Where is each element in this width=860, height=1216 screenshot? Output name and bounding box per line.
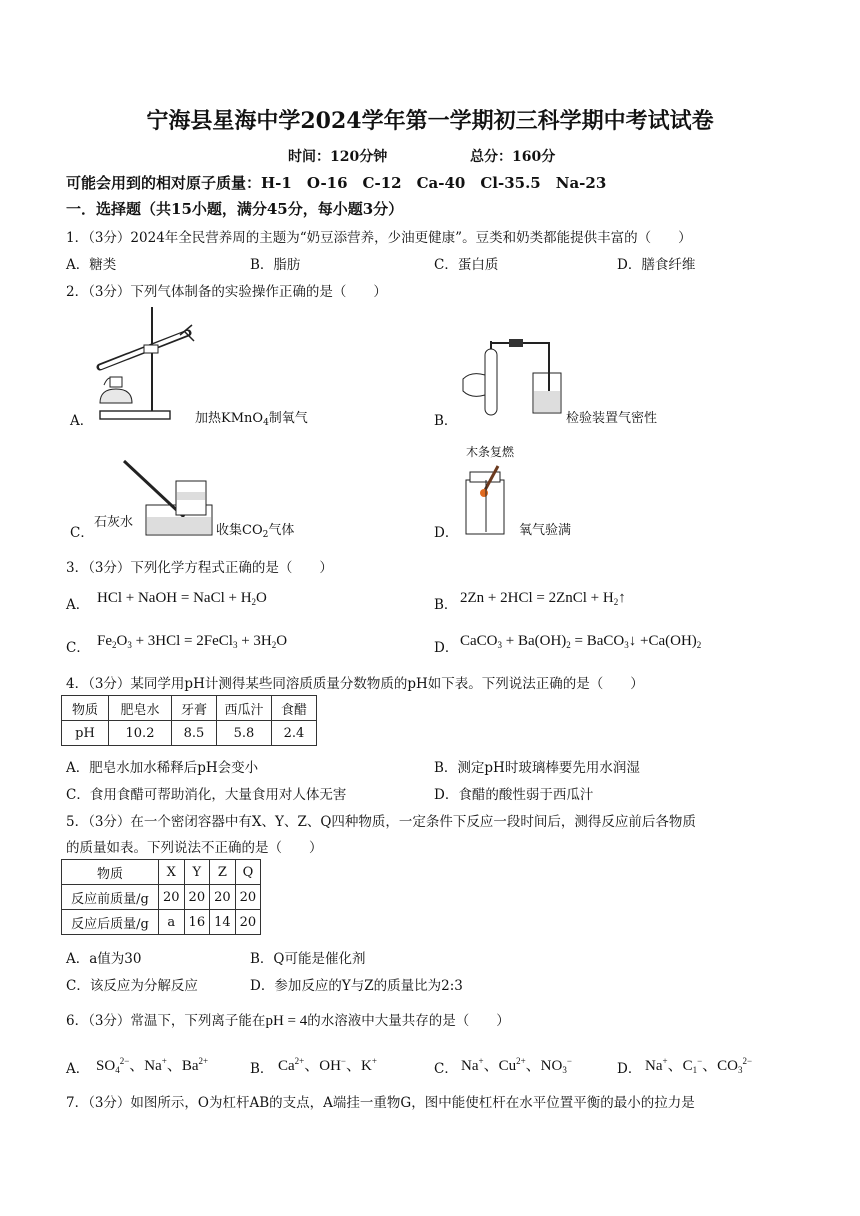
table-cell: 20	[159, 885, 185, 910]
heating-apparatus-figure	[92, 305, 202, 425]
page-title: 宁海县星海中学2024学年第一学期初三科学期中考试试卷	[146, 108, 714, 134]
q2-caption-a-suffix: 制氧气	[268, 411, 308, 426]
mass-table	[61, 859, 261, 935]
ph-table-header	[62, 696, 317, 721]
q6-stem	[66, 1009, 510, 1030]
table-cell: 物质	[62, 860, 159, 885]
table-cell: 10.2	[109, 721, 172, 746]
table-cell: X	[159, 860, 185, 885]
q5-option-a: A．a值为30	[66, 951, 142, 967]
q2-caption-d: 氧气验满	[519, 523, 572, 538]
q2-label-c: C．	[70, 525, 94, 541]
table-cell: 西瓜汁	[217, 696, 272, 721]
table-cell: 8.5	[172, 721, 217, 746]
table-cell: 16	[184, 910, 210, 935]
q3-label-c: C．	[66, 640, 90, 656]
q3-label-a: A．	[66, 597, 90, 613]
q6-stem-ph: pH = 4	[265, 1013, 308, 1029]
q3-equation-c: $Fe_2O_3 + 3HCl$ = 2FeCl$_3$ + $3H_2O$	[97, 633, 288, 650]
q6-label-a: A．	[66, 1061, 90, 1077]
q1-option-d: D．膳食纤维	[617, 257, 696, 273]
splint-label: 木条复燃	[466, 445, 515, 459]
table-cell: 2.4	[272, 721, 317, 746]
oxygen-test-figure	[460, 462, 520, 536]
table-cell: a	[159, 910, 185, 935]
table-cell: 反应前质量/g	[62, 885, 159, 910]
table-row	[62, 721, 317, 746]
q2-stem: 2．（3分）下列气体制备的实验操作正确的是（ ）	[66, 284, 387, 300]
q3-equation-d: CaCO$_3$ + $Ba(OH)_2$ = BaCO$_3$↓ $+Ca(OH)_2$	[460, 633, 702, 650]
q4-option-c: C．食用食醋可帮助消化，大量食用对人体无害	[66, 787, 347, 803]
table-row	[62, 885, 261, 910]
q3-label-d: D．	[434, 640, 459, 656]
ph-table	[61, 695, 317, 746]
q6-stem-pre: 6．（3分）常温下，下列离子能在	[66, 1013, 266, 1029]
q1-stem: 1．（3分）2024年全民营养周的主题为“奶豆添营养，少油更健康”。豆类和奶类都能提供丰富的（ ）	[66, 230, 692, 246]
q2-caption-a: 加热KMnO$_4$制氧气	[195, 411, 308, 428]
table-cell: 物质	[62, 696, 109, 721]
table-cell: 肥皂水	[109, 696, 172, 721]
atomic-masses: 可能会用到的相对原子质量：H-1 O-16 C-12 Ca-40 Cl-35.5 Na-23	[66, 174, 607, 192]
q7-stem: 7．（3分）如图所示，O为杠杆AB的支点，A端挂一重物G，图中能使杠杆在水平位置平衡的最小的拉力是	[66, 1095, 695, 1111]
table-cell: 20	[184, 885, 210, 910]
q2-caption-c-text: 收集CO	[216, 523, 263, 538]
q6-stem-post: 的水溶液中大量共存的是（ ）	[307, 1013, 510, 1029]
q4-option-a: A．肥皂水加水稀释后pH会变小	[66, 760, 259, 776]
table-cell: Q	[235, 860, 261, 885]
table-cell: 牙膏	[172, 696, 217, 721]
q2-caption-a-text: 加热KMnO	[195, 411, 264, 426]
q6-ions-a: $SO_4^{2-}$、Na+、$Ba^{2+}$	[96, 1056, 209, 1075]
q4-stem: 4．（3分）某同学用pH计测得某些同溶质质量分数物质的pH如下表。下列说法正确的是（ ）	[66, 676, 644, 692]
q2-label-a: A．	[70, 413, 94, 429]
q2-label-d: D．	[434, 525, 459, 541]
exam-score: 总分：160分	[470, 149, 556, 165]
table-cell: 20	[210, 885, 236, 910]
table-row	[62, 910, 261, 935]
airtightness-figure	[457, 333, 567, 425]
table-cell: Y	[184, 860, 210, 885]
q5-option-d: D．参加反应的Y与Z的质量比为2:3	[250, 978, 463, 994]
q2-caption-b: 检验装置气密性	[566, 411, 658, 426]
q6-label-b: B．	[250, 1061, 274, 1077]
q3-label-b: B．	[434, 597, 458, 613]
q4-option-d: D．食醋的酸性弱于西瓜汁	[434, 787, 594, 803]
q6-label-d: D．	[617, 1061, 642, 1077]
q3-equation-a: HCl + NaOH = NaCl + $H_2O$	[97, 590, 267, 607]
table-cell: 5.8	[217, 721, 272, 746]
q5-option-c: C．该反应为分解反应	[66, 978, 198, 994]
q3-stem: 3．（3分）下列化学方程式正确的是（ ）	[66, 560, 333, 576]
q4-option-b: B．测定pH时玻璃棒要先用水润湿	[434, 760, 640, 776]
q2-caption-c-suffix: 气体	[268, 523, 295, 538]
table-cell: 14	[210, 910, 236, 935]
mass-table-header	[62, 860, 261, 885]
q1-option-b: B．脂肪	[250, 257, 301, 273]
q6-ions-d: Na+、$C_1^-$、$CO_3^{2-}$	[645, 1056, 753, 1075]
q3-equation-b: 2Zn + 2HCl = 2ZnCl + $H_2↑$	[460, 590, 626, 607]
q6-ions-b: $Ca^{2+}$、OH−、K+	[278, 1056, 377, 1074]
q1-option-c: C．蛋白质	[434, 257, 499, 273]
q5-stem-line1: 5．（3分）在一个密闭容器中有X、Y、Z、Q四种物质，一定条件下反应一段时间后，测得反应前后各物质	[66, 814, 696, 830]
table-cell: Z	[210, 860, 236, 885]
table-cell: 20	[235, 910, 261, 935]
table-cell: 20	[235, 885, 261, 910]
table-cell: pH	[62, 721, 109, 746]
table-cell: 食醋	[272, 696, 317, 721]
q6-label-c: C．	[434, 1061, 458, 1077]
table-cell: 反应后质量/g	[62, 910, 159, 935]
q2-caption-c: 收集$CO_2$气体	[216, 523, 295, 540]
q1-option-a: A．糖类	[66, 257, 117, 273]
section-heading: 一．选择题（共15小题，满分45分，每小题3分）	[66, 200, 404, 218]
q5-stem-line2: 的质量如表。下列说法不正确的是（ ）	[66, 840, 323, 856]
q6-ions-c: Na+、$Cu^{2+}$、$NO_3^-$	[461, 1056, 572, 1075]
q2-label-b: B．	[434, 413, 458, 429]
q5-option-b: B．Q可能是催化剂	[250, 951, 366, 967]
exam-time: 时间：120分钟	[288, 149, 388, 165]
limewater-label: 石灰水	[94, 515, 134, 530]
